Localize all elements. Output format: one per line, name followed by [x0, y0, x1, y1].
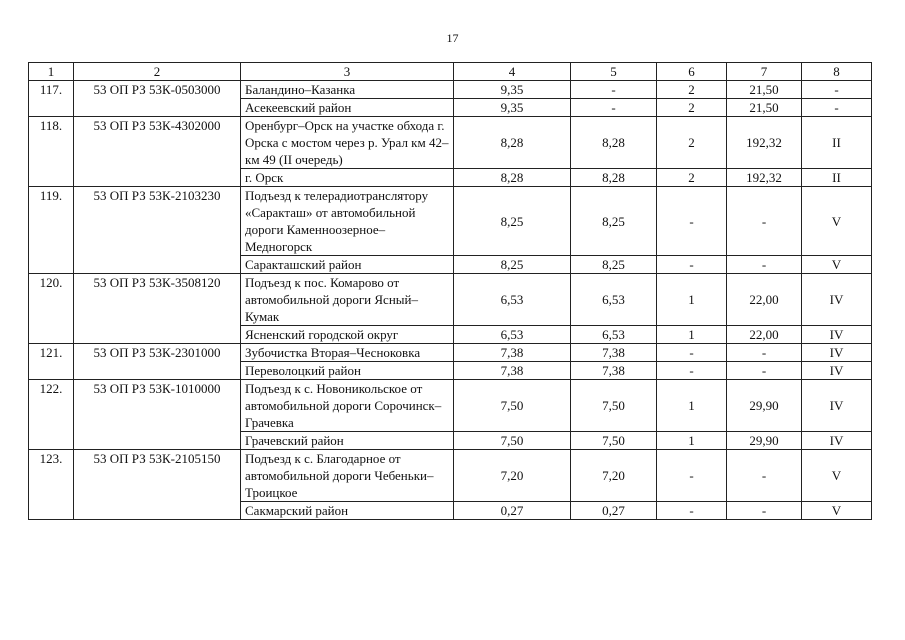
cell-col6: 2: [657, 81, 727, 99]
cell-col8: -: [802, 99, 872, 117]
road-id: 53 ОП РЗ 53К-0503000: [74, 81, 241, 117]
header-cell: 4: [454, 63, 571, 81]
row-number: 121.: [29, 344, 74, 380]
cell-col7: 21,50: [727, 99, 802, 117]
table-row: [29, 81, 872, 99]
road-name: Подъезд к с. Благодарное от автомобильной дороги Чебеньки–Троицкое: [241, 450, 454, 502]
cell-col8: IV: [802, 432, 872, 450]
cell-col4: 7,20: [454, 450, 571, 502]
cell-col7: -: [727, 344, 802, 362]
cell-col6: 1: [657, 274, 727, 326]
road-id: 53 ОП РЗ 53К-4302000: [74, 117, 241, 187]
district-name: Саракташский район: [241, 256, 454, 274]
cell-col8: IV: [802, 274, 872, 326]
table-row: [29, 187, 872, 256]
cell-col7: 21,50: [727, 81, 802, 99]
road-id: 53 ОП РЗ 53К-2103230: [74, 187, 241, 274]
road-id: 53 ОП РЗ 53К-1010000: [74, 380, 241, 450]
cell-col8: IV: [802, 344, 872, 362]
cell-col7: 192,32: [727, 117, 802, 169]
district-name: Грачевский район: [241, 432, 454, 450]
cell-col6: -: [657, 344, 727, 362]
road-id: 53 ОП РЗ 53К-2105150: [74, 450, 241, 520]
cell-col5: 6,53: [571, 274, 657, 326]
cell-col4: 7,38: [454, 344, 571, 362]
cell-col4: 7,50: [454, 432, 571, 450]
cell-col8: V: [802, 187, 872, 256]
cell-col8: V: [802, 256, 872, 274]
cell-col4: 6,53: [454, 326, 571, 344]
cell-col4: 9,35: [454, 99, 571, 117]
cell-col8: V: [802, 450, 872, 502]
cell-col6: -: [657, 450, 727, 502]
cell-col5: -: [571, 81, 657, 99]
row-number: 118.: [29, 117, 74, 187]
cell-col7: -: [727, 362, 802, 380]
cell-col4: 8,28: [454, 169, 571, 187]
cell-col5: 7,38: [571, 362, 657, 380]
header-cell: 2: [74, 63, 241, 81]
cell-col5: 6,53: [571, 326, 657, 344]
cell-col6: -: [657, 256, 727, 274]
cell-col7: 22,00: [727, 274, 802, 326]
district-name: г. Орск: [241, 169, 454, 187]
road-id: 53 ОП РЗ 53К-3508120: [74, 274, 241, 344]
table-row: [29, 380, 872, 432]
header-cell: 3: [241, 63, 454, 81]
page-number: 17: [446, 31, 459, 45]
cell-col5: 8,28: [571, 169, 657, 187]
cell-col5: 0,27: [571, 502, 657, 520]
cell-col7: 192,32: [727, 169, 802, 187]
cell-col7: -: [727, 450, 802, 502]
road-name: Зубочистка Вторая–Чесноковка: [241, 344, 454, 362]
cell-col4: 8,25: [454, 256, 571, 274]
cell-col8: IV: [802, 380, 872, 432]
cell-col5: 8,28: [571, 117, 657, 169]
cell-col4: 7,38: [454, 362, 571, 380]
cell-col4: 7,50: [454, 380, 571, 432]
road-name: Подъезд к с. Новоникольское от автомобильной дороги Сорочинск–Грачевка: [241, 380, 454, 432]
header-cell: 1: [29, 63, 74, 81]
cell-col5: 7,38: [571, 344, 657, 362]
row-number: 119.: [29, 187, 74, 274]
cell-col8: IV: [802, 362, 872, 380]
cell-col7: -: [727, 502, 802, 520]
cell-col4: 9,35: [454, 81, 571, 99]
cell-col8: V: [802, 502, 872, 520]
row-number: 123.: [29, 450, 74, 520]
district-name: Сакмарский район: [241, 502, 454, 520]
header-cell: 7: [727, 63, 802, 81]
row-number: 122.: [29, 380, 74, 450]
cell-col5: -: [571, 99, 657, 117]
cell-col6: -: [657, 187, 727, 256]
cell-col7: -: [727, 187, 802, 256]
cell-col8: II: [802, 117, 872, 169]
cell-col5: 7,20: [571, 450, 657, 502]
row-number: 117.: [29, 81, 74, 117]
cell-col8: -: [802, 81, 872, 99]
row-number: 120.: [29, 274, 74, 344]
table-row: [29, 117, 872, 169]
table-row: [29, 450, 872, 502]
header-row: [29, 63, 872, 81]
cell-col5: 8,25: [571, 256, 657, 274]
cell-col6: 1: [657, 432, 727, 450]
cell-col8: IV: [802, 326, 872, 344]
cell-col7: -: [727, 256, 802, 274]
district-name: Переволоцкий район: [241, 362, 454, 380]
cell-col6: 1: [657, 326, 727, 344]
header-cell: 6: [657, 63, 727, 81]
cell-col4: 8,25: [454, 187, 571, 256]
table-row: [29, 344, 872, 362]
cell-col4: 0,27: [454, 502, 571, 520]
cell-col7: 22,00: [727, 326, 802, 344]
cell-col6: -: [657, 502, 727, 520]
cell-col6: -: [657, 362, 727, 380]
roads-table: [28, 62, 872, 520]
cell-col7: 29,90: [727, 380, 802, 432]
road-id: 53 ОП РЗ 53К-2301000: [74, 344, 241, 380]
road-name: Подъезд к телерадиотранслятору «Саракташ» от автомобильной дороги Каменноозерное–Медногорск: [241, 187, 454, 256]
cell-col4: 8,28: [454, 117, 571, 169]
road-name: Подъезд к пос. Комарово от автомобильной дороги Ясный–Кумак: [241, 274, 454, 326]
cell-col8: II: [802, 169, 872, 187]
cell-col6: 2: [657, 169, 727, 187]
cell-col4: 6,53: [454, 274, 571, 326]
cell-col5: 8,25: [571, 187, 657, 256]
table-row: [29, 274, 872, 326]
district-name: Ясненский городской округ: [241, 326, 454, 344]
cell-col6: 1: [657, 380, 727, 432]
district-name: Асекеевский район: [241, 99, 454, 117]
header-cell: 5: [571, 63, 657, 81]
cell-col5: 7,50: [571, 432, 657, 450]
header-cell: 8: [802, 63, 872, 81]
cell-col5: 7,50: [571, 380, 657, 432]
cell-col7: 29,90: [727, 432, 802, 450]
cell-col6: 2: [657, 99, 727, 117]
road-name: Оренбург–Орск на участке обхода г. Орска с мостом через р. Урал км 42–км 49 (II очередь): [241, 117, 454, 169]
road-name: Баландино–Казанка: [241, 81, 454, 99]
cell-col6: 2: [657, 117, 727, 169]
